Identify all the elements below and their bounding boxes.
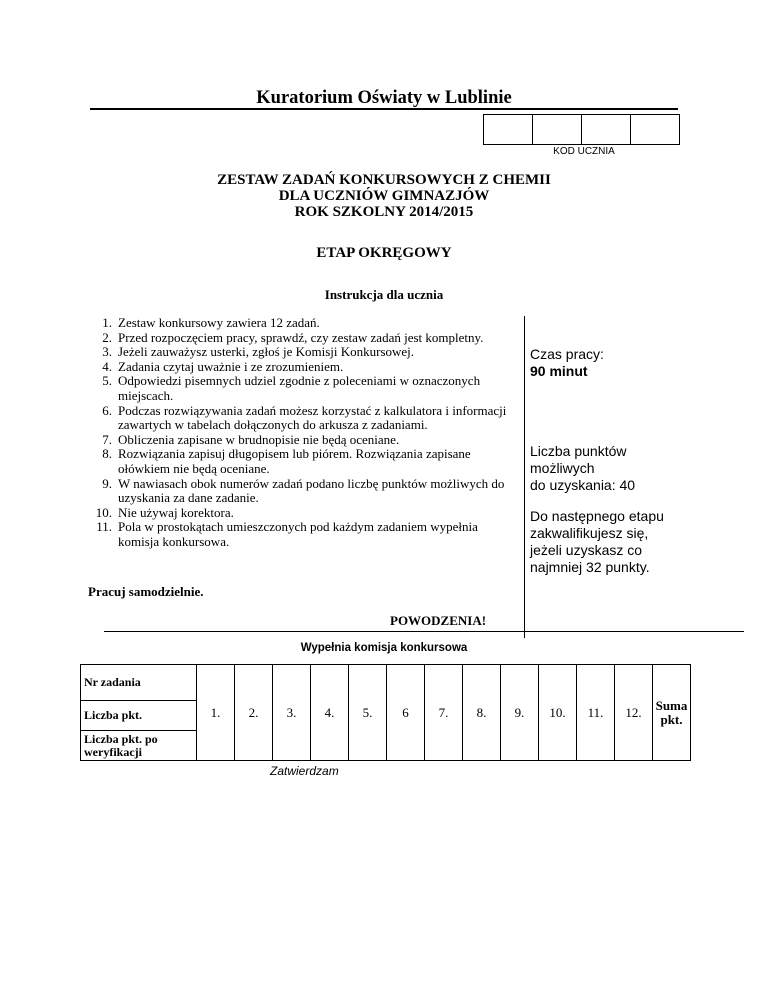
list-item: 5. Odpowiedzi pisemnych udziel zgodnie z poleceniami w oznaczonych miejscach. (102, 373, 481, 403)
code-box[interactable] (483, 114, 533, 145)
stage-title: ETAP OKRĘGOWY (316, 245, 452, 261)
code-box[interactable] (532, 114, 582, 145)
list-item: 2. Przed rozpoczęciem pracy, sprawdź, czy zestaw zadań jest kompletny. (102, 329, 484, 345)
main-title-line-1: ZESTAW ZADAŃ KONKURSOWYCH Z CHEMII (217, 172, 551, 188)
task-cell[interactable]: 12. (615, 665, 653, 761)
qualification-info (530, 508, 730, 576)
task-cell[interactable]: 3. (273, 665, 311, 761)
task-cell[interactable]: 2. (235, 665, 273, 761)
time-label: Czas pracy: (530, 346, 604, 362)
header-divider (90, 108, 678, 110)
time-info (530, 346, 730, 380)
points-line: Liczba punktów (530, 443, 627, 459)
main-title-line-3: ROK SZKOLNY 2014/2015 (294, 204, 474, 220)
list-item: 11. Pola w prostokątach umieszczonych pod każdym zadaniem wypełnia komisja konkursowa. (96, 519, 478, 549)
qualification-line: jeżeli uzyskasz co (530, 542, 643, 558)
task-cell[interactable]: 5. (349, 665, 387, 761)
closing-note: Pracuj samodzielnie. (88, 584, 204, 599)
commission-label: Wypełnia komisja konkursowa (300, 642, 468, 654)
list-item: 7. Obliczenia zapisane w brudnopisie nie będą oceniane. (102, 431, 400, 447)
sum-cell[interactable]: Suma pkt. (653, 665, 691, 761)
code-box[interactable] (581, 114, 631, 145)
main-title (0, 172, 768, 220)
instructions-heading: Instrukcja dla ucznia (324, 287, 444, 302)
task-cell[interactable]: 9. (501, 665, 539, 761)
task-cell[interactable]: 1. (197, 665, 235, 761)
list-item: 10. Nie używaj korektora. (95, 504, 234, 520)
section-divider (104, 631, 744, 632)
task-cell[interactable]: 6 (387, 665, 425, 761)
list-item: 9. W nawiasach obok numerów zadań podano liczbę punktów możliwych do uzyskania za dane zadanie. (102, 475, 505, 506)
task-cell[interactable]: 4. (311, 665, 349, 761)
good-luck-text: POWODZENIA! (390, 613, 487, 628)
list-item: 6. Podczas rozwiązywania zadań możesz korzystać z kalkulatora i informacji zawartych w tabelach dołączonych do arkusza z zadaniami. (102, 402, 507, 433)
task-cell[interactable]: 8. (463, 665, 501, 761)
points-line: możliwych (530, 460, 595, 476)
time-value: 90 minut (530, 363, 588, 379)
row-label-task-number: Nr zadania (81, 665, 197, 701)
qualification-line: zakwalifikujesz się, (530, 525, 649, 541)
row-label-verified-points: Liczba pkt. po weryfikacji (81, 731, 197, 761)
table-row (81, 665, 691, 701)
list-item: 1. Zestaw konkursowy zawiera 12 zadań. (102, 315, 320, 330)
list-item: 8. Rozwiązania zapisuj długopisem lub piórem. Rozwiązania zapisane ołówkiem nie będą oceniane. (102, 446, 471, 476)
approve-label: Zatwierdzam (270, 764, 339, 778)
task-cell[interactable]: 10. (539, 665, 577, 761)
qualification-line: najmniej 32 punkty. (530, 559, 650, 575)
code-box[interactable] (630, 114, 680, 145)
student-code-boxes (484, 114, 680, 145)
score-table (80, 664, 691, 761)
task-cell[interactable]: 7. (425, 665, 463, 761)
list-item: 4. Zadania czytaj uważnie i ze zrozumieniem. (102, 358, 344, 374)
column-divider (524, 316, 525, 638)
header-title: Kuratorium Oświaty w Lublinie (256, 88, 512, 108)
student-code-label: KOD UCZNIA (553, 146, 615, 157)
main-title-line-2: DLA UCZNIÓW GIMNAZJÓW (278, 188, 490, 204)
task-cell[interactable]: 11. (577, 665, 615, 761)
points-info (530, 443, 730, 494)
instructions-list (88, 316, 518, 550)
row-label-points: Liczba pkt. (81, 701, 197, 731)
points-line: do uzyskania: 40 (530, 477, 636, 493)
qualification-line: Do następnego etapu (530, 508, 664, 524)
list-item: 3. Jeżeli zauważysz usterki, zgłoś je Komisji Konkursowej. (102, 344, 415, 360)
